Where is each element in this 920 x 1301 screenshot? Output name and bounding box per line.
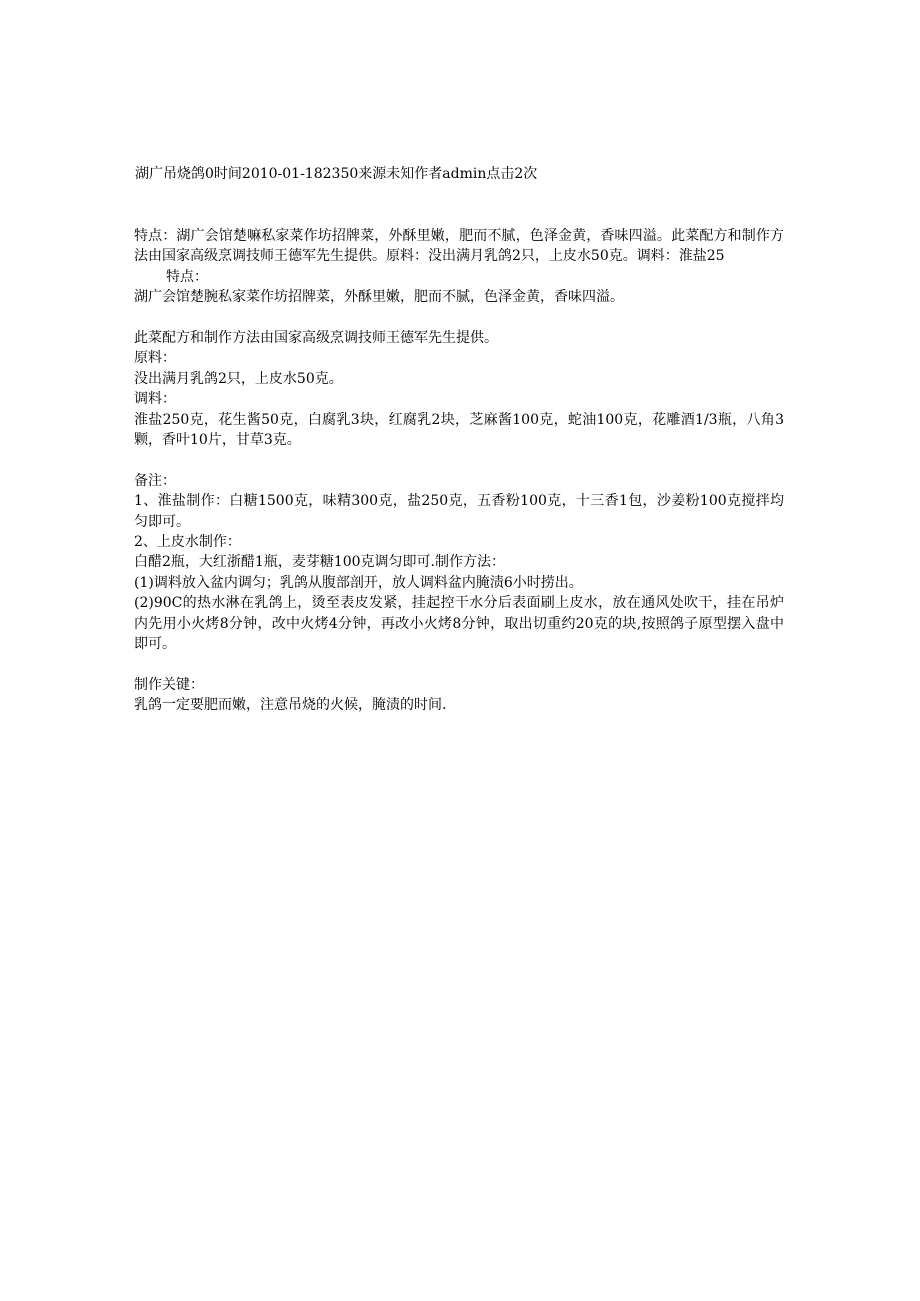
note-skin-water-text: 白醋2瓶，大红浙醋1瓶，麦芽糖100克调匀即可.制作方法： xyxy=(134,554,505,571)
key-text: 乳鸽一定要肥而嫩，注意吊烧的火候，腌渍的时间. xyxy=(134,697,447,714)
method-step-2: (2)90C的热水淋在乳鸽上，烫至表皮发紧，挂起控干水分后表面刷上皮水，放在通风处吹干，挂在吊炉内先用小火烤8分钟，改中火烤4分钟，再改小火烤8分钟，取出切重约20克的块,按照鸽子原型摆入盘中即可。 xyxy=(134,595,784,653)
article-title: 湖广吊烧鸽0时间2010-01-182350来源未知作者admin点击2次 xyxy=(135,166,538,182)
spacer xyxy=(134,450,784,470)
seasoning-heading: 调料： xyxy=(134,391,176,408)
method-step-1: (1)调料放入盆内调匀；乳鸽从腹部剖开，放人调料盆内腌渍6小时捞出。 xyxy=(134,574,583,591)
key-heading: 制作关键： xyxy=(134,676,204,693)
note-skin-water-heading: 2、上皮水制作： xyxy=(134,534,241,551)
ingredients-text: 没出满月乳鸽2只，上皮水50克。 xyxy=(134,370,343,387)
ingredients-heading: 原料： xyxy=(134,350,176,367)
spacer xyxy=(134,655,784,675)
seasoning-text: 淮盐250克，花生酱50克，白腐乳3块，红腐乳2块，芝麻酱100克，蛇油100克，花雕酒1/3瓶，八角3颗，香叶10片，甘草3克。 xyxy=(134,411,784,449)
notes-heading: 备注： xyxy=(134,472,176,489)
article-body xyxy=(134,226,784,716)
spacer xyxy=(134,308,784,328)
intro-paragraph: 特点：湖广会馆楚嘛私家菜作坊招牌菜，外酥里嫩，肥而不腻，色泽金黄，香味四溢。此菜配方和制作方法由国家高级烹调技师王德军先生提供。原料：没出满月乳鸽2只，上皮水50克。调料：淮盐25 xyxy=(134,228,784,265)
provider-text: 此菜配方和制作方法由国家高级烹调技师王德军先生提供。 xyxy=(134,330,498,347)
note-salt: 1、淮盐制作：白糖1500克，味精300克，盐250克，五香粉100克，十三香1包，沙姜粉100克搅拌均匀即可。 xyxy=(134,493,784,530)
features-text: 湖广会馆楚腕私家菜作坊招牌菜，外酥里嫩，肥而不腻，色泽金黄，香味四溢。 xyxy=(134,289,624,306)
features-heading: 特点： xyxy=(166,268,208,285)
